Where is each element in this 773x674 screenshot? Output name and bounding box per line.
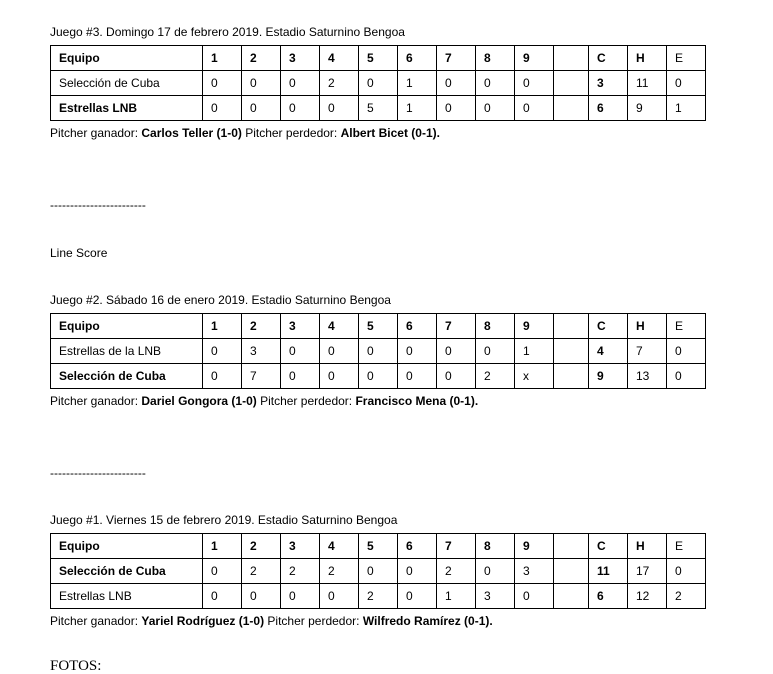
inning-cell: 0 [320, 339, 359, 364]
inning-cell: 0 [320, 584, 359, 609]
winner-label: Pitcher ganador: [50, 126, 142, 140]
inning-cell: 5 [359, 96, 398, 121]
team-name-cell: Selección de Cuba [51, 71, 203, 96]
inning-cell: 0 [203, 339, 242, 364]
team-name-cell: Estrellas de la LNB [51, 339, 203, 364]
inning-cell: 0 [281, 96, 320, 121]
header-cell-inning-3: 3 [281, 314, 320, 339]
game-2-line-score-table [50, 313, 706, 389]
header-cell-inning-5: 5 [359, 534, 398, 559]
winning-pitcher: Carlos Teller (1-0) [141, 126, 242, 140]
header-cell-errors: E [667, 534, 706, 559]
header-cell-hits: H [628, 46, 667, 71]
winner-label: Pitcher ganador: [50, 394, 142, 408]
runs-cell: 11 [589, 559, 628, 584]
inning-cell: 2 [281, 559, 320, 584]
table-row [51, 96, 706, 121]
inning-cell: 0 [437, 96, 476, 121]
header-cell-hits: H [628, 314, 667, 339]
header-cell-inning-7: 7 [437, 46, 476, 71]
header-cell-errors: E [667, 46, 706, 71]
inning-cell: 0 [515, 584, 554, 609]
header-cell-inning-2: 2 [242, 314, 281, 339]
table-row [51, 339, 706, 364]
inning-cell: 0 [203, 364, 242, 389]
game-1-line-score-table [50, 533, 706, 609]
inning-cell: 0 [242, 584, 281, 609]
header-cell-inning-2: 2 [242, 46, 281, 71]
winner-label: Pitcher ganador: [50, 614, 142, 628]
header-cell-inning-6: 6 [398, 314, 437, 339]
header-cell-inning-9: 9 [515, 534, 554, 559]
header-cell-inning-3: 3 [281, 534, 320, 559]
inning-cell: 0 [515, 71, 554, 96]
game-1-title: Juego #1. Viernes 15 de febrero 2019. Estadio Saturnino Bengoa [50, 513, 398, 527]
inning-cell: 1 [398, 96, 437, 121]
table-row [51, 364, 706, 389]
winning-pitcher: Yariel Rodríguez (1-0) [141, 614, 265, 628]
game-3-title: Juego #3. Domingo 17 de febrero 2019. Estadio Saturnino Bengoa [50, 25, 405, 39]
inning-cell: x [515, 364, 554, 389]
header-cell-inning-1: 1 [203, 534, 242, 559]
blank-cell [554, 559, 589, 584]
inning-cell: 7 [242, 364, 281, 389]
inning-cell: 1 [437, 584, 476, 609]
table-row [51, 584, 706, 609]
inning-cell: 3 [476, 584, 515, 609]
table-header-row [51, 46, 706, 71]
runs-cell: 3 [589, 71, 628, 96]
hits-cell: 7 [628, 339, 667, 364]
header-cell-inning-7: 7 [437, 314, 476, 339]
hits-cell: 13 [628, 364, 667, 389]
errors-cell: 0 [667, 364, 706, 389]
inning-cell: 3 [242, 339, 281, 364]
header-cell-inning-1: 1 [203, 46, 242, 71]
header-cell-runs: C [589, 534, 628, 559]
inning-cell: 0 [359, 559, 398, 584]
header-cell-inning-4: 4 [320, 314, 359, 339]
inning-cell: 0 [359, 339, 398, 364]
team-name-cell: Estrellas LNB [51, 96, 203, 121]
inning-cell: 0 [203, 584, 242, 609]
blank-cell [554, 71, 589, 96]
inning-cell: 0 [515, 96, 554, 121]
inning-cell: 0 [476, 96, 515, 121]
errors-cell: 0 [667, 559, 706, 584]
runs-cell: 6 [589, 96, 628, 121]
table-header-row [51, 314, 706, 339]
errors-cell: 0 [667, 71, 706, 96]
inning-cell: 0 [398, 364, 437, 389]
blank-cell [554, 339, 589, 364]
team-name-cell: Selección de Cuba [51, 559, 203, 584]
inning-cell: 0 [281, 364, 320, 389]
runs-cell: 6 [589, 584, 628, 609]
blank-cell [554, 364, 589, 389]
runs-cell: 4 [589, 339, 628, 364]
losing-pitcher: Francisco Mena (0-1). [355, 394, 479, 408]
header-cell-runs: C [589, 46, 628, 71]
header-cell-inning-4: 4 [320, 46, 359, 71]
header-cell-inning-8: 8 [476, 46, 515, 71]
loser-label: Pitcher perdedor: [256, 394, 356, 408]
loser-label: Pitcher perdedor: [241, 126, 341, 140]
losing-pitcher: Albert Bicet (0-1). [340, 126, 440, 140]
losing-pitcher: Wilfredo Ramírez (0-1). [362, 614, 493, 628]
header-cell-team: Equipo [51, 314, 203, 339]
inning-cell: 0 [320, 364, 359, 389]
inning-cell: 0 [437, 339, 476, 364]
header-cell-inning-8: 8 [476, 534, 515, 559]
inning-cell: 0 [476, 559, 515, 584]
team-name-cell: Estrellas LNB [51, 584, 203, 609]
header-cell-team: Equipo [51, 46, 203, 71]
inning-cell: 0 [437, 364, 476, 389]
game-2-title: Juego #2. Sábado 16 de enero 2019. Estadio Saturnino Bengoa [50, 293, 391, 307]
inning-cell: 0 [398, 584, 437, 609]
header-cell-errors: E [667, 314, 706, 339]
header-cell-hits: H [628, 534, 667, 559]
hits-cell: 17 [628, 559, 667, 584]
game-1-pitchers [50, 614, 493, 628]
separator-line: ------------------------ [50, 198, 146, 212]
inning-cell: 0 [281, 71, 320, 96]
inning-cell: 0 [398, 339, 437, 364]
header-cell-inning-6: 6 [398, 46, 437, 71]
inning-cell: 0 [281, 584, 320, 609]
header-cell-inning-4: 4 [320, 534, 359, 559]
header-cell-inning-8: 8 [476, 314, 515, 339]
header-cell-inning-5: 5 [359, 46, 398, 71]
hits-cell: 11 [628, 71, 667, 96]
inning-cell: 0 [476, 71, 515, 96]
errors-cell: 1 [667, 96, 706, 121]
loser-label: Pitcher perdedor: [264, 614, 363, 628]
winning-pitcher: Dariel Gongora (1-0) [141, 394, 257, 408]
runs-cell: 9 [589, 364, 628, 389]
inning-cell: 0 [203, 71, 242, 96]
inning-cell: 2 [242, 559, 281, 584]
header-cell-inning-6: 6 [398, 534, 437, 559]
header-cell-inning-5: 5 [359, 314, 398, 339]
hits-cell: 9 [628, 96, 667, 121]
header-cell-inning-9: 9 [515, 46, 554, 71]
inning-cell: 0 [203, 559, 242, 584]
game-3-line-score-table [50, 45, 706, 121]
table-row [51, 71, 706, 96]
table-row [51, 559, 706, 584]
errors-cell: 0 [667, 339, 706, 364]
header-cell-inning-7: 7 [437, 534, 476, 559]
blank-cell [554, 96, 589, 121]
header-cell-blank [554, 314, 589, 339]
header-cell-team: Equipo [51, 534, 203, 559]
inning-cell: 0 [242, 71, 281, 96]
inning-cell: 1 [398, 71, 437, 96]
inning-cell: 2 [476, 364, 515, 389]
fotos-heading: FOTOS: [50, 658, 102, 674]
separator-line: ------------------------ [50, 466, 146, 480]
header-cell-inning-3: 3 [281, 46, 320, 71]
header-cell-inning-2: 2 [242, 534, 281, 559]
line-score-heading: Line Score [50, 246, 108, 260]
inning-cell: 2 [359, 584, 398, 609]
inning-cell: 0 [359, 71, 398, 96]
header-cell-runs: C [589, 314, 628, 339]
inning-cell: 0 [476, 339, 515, 364]
header-cell-inning-9: 9 [515, 314, 554, 339]
header-cell-blank [554, 46, 589, 71]
inning-cell: 0 [320, 96, 359, 121]
inning-cell: 0 [437, 71, 476, 96]
hits-cell: 12 [628, 584, 667, 609]
inning-cell: 2 [320, 559, 359, 584]
inning-cell: 0 [281, 339, 320, 364]
inning-cell: 0 [203, 96, 242, 121]
team-name-cell: Selección de Cuba [51, 364, 203, 389]
inning-cell: 0 [359, 364, 398, 389]
blank-cell [554, 584, 589, 609]
game-3-pitchers [50, 126, 440, 140]
errors-cell: 2 [667, 584, 706, 609]
header-cell-blank [554, 534, 589, 559]
inning-cell: 3 [515, 559, 554, 584]
game-2-pitchers [50, 394, 478, 408]
inning-cell: 1 [515, 339, 554, 364]
inning-cell: 2 [320, 71, 359, 96]
inning-cell: 0 [242, 96, 281, 121]
header-cell-inning-1: 1 [203, 314, 242, 339]
inning-cell: 0 [398, 559, 437, 584]
inning-cell: 2 [437, 559, 476, 584]
table-header-row [51, 534, 706, 559]
